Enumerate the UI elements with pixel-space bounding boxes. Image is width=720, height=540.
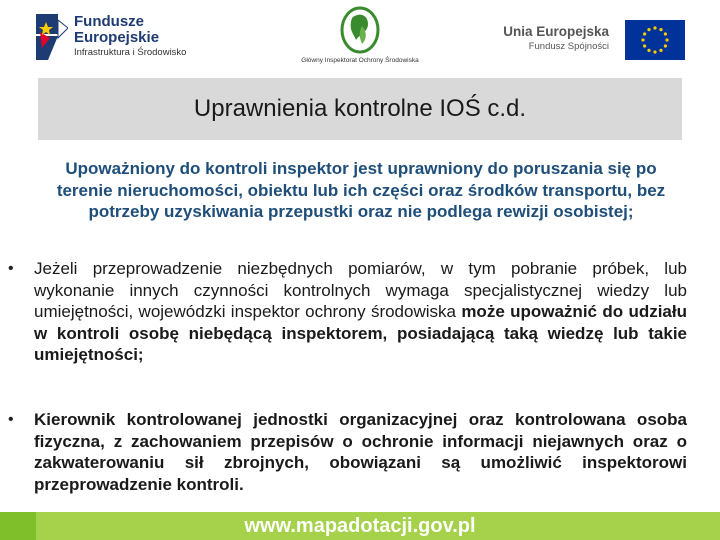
- bullet-marker-2: •: [8, 411, 14, 428]
- intro-paragraph: Upoważniony do kontroli inspektor jest uprawniony do poruszania się po terenie nieruchomości, obiektu lub ich części oraz środków transportu, bez potrzeby uzyskiwania przepustki oraz nie podlega rewizji osobistej;: [56, 159, 666, 221]
- bullet-text-2: Kierownik kontrolowanej jednostki organizacyjnej oraz kontrolowana osoba fizyczna, z zachowaniem przepisów o ochronie informacji niejawnych oraz o zakwaterowaniu sił zbrojnych, obowiązani są umożliwić inspektorowi przeprowadzenie kontroli.: [34, 410, 687, 494]
- fundusze-europejskie-mark-icon: [36, 14, 68, 60]
- eu-flag-icon: [625, 20, 685, 60]
- ue-logo-line1: Unia Europejska: [503, 24, 609, 39]
- bullet-marker-1: •: [8, 260, 14, 277]
- gios-emblem-icon: [338, 4, 382, 56]
- fe-logo-line1: Fundusze: [74, 13, 144, 30]
- unia-europejska-logo: [505, 20, 685, 60]
- bullet-1-text-b: może upoważnić do udziału w kontroli osobę niebędącą inspektorem, posiadającą taką wiedzę lub takie umiejętności: [34, 302, 687, 364]
- bullet-1-text-c: ;: [137, 345, 144, 364]
- bullet-1-text-a: Jeżeli przeprowadzenie niezbędnych pomiarów, w tym pobranie próbek, lub wykonanie innych czynności kontrolnych wymaga specjalistycznej wiedzy lub umiejętności, wojewódzki inspektor ochrony środowiska: [34, 259, 687, 321]
- fe-logo-line3: Infrastruktura i Środowisko: [74, 47, 187, 58]
- gios-logo: [270, 4, 450, 68]
- gios-logo-label: Główny Inspektorat Ochrony Środowiska: [301, 57, 419, 64]
- footer-bar: [0, 512, 720, 540]
- bullet-text-1: [34, 258, 687, 366]
- footer-url[interactable]: www.mapadotacji.gov.pl: [244, 515, 476, 537]
- fundusze-europejskie-logo: [36, 12, 186, 64]
- ue-logo-line2: Fundusz Spójności: [528, 41, 609, 52]
- title-band: [38, 78, 682, 140]
- slide-title: Uprawnienia kontrolne IOŚ c.d.: [193, 95, 527, 122]
- fe-logo-line2: Europejskie: [74, 29, 160, 46]
